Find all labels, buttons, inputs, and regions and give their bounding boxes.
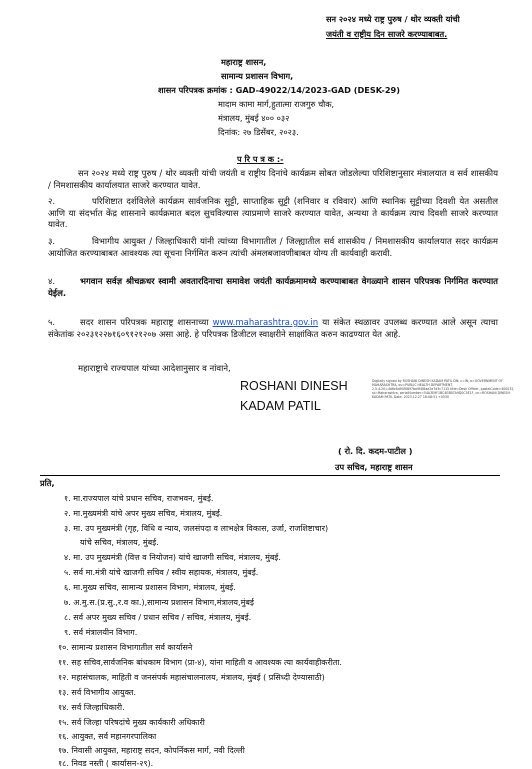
prati-heading: प्रति, — [40, 478, 55, 488]
prati-item-12: १२. महासंचालक, माहिती व जनसंपर्क महासंचालनालय, मंत्रालय, मुंबई ( प्रसिध्दी देण्यासाठी) — [58, 673, 325, 682]
paragraph-5-post: या संकेत स्थळावर उपलब्ध करण्यात आले असून त्याचा संकेतांक २०२३१२२७१६०९१२१२०७ असा आहे. हे परिपत्रक डिजीटल स्वाक्षरीने साक्षांकित करुन काढण्यात येत आहे. — [48, 318, 499, 340]
subject-line-2 — [326, 29, 447, 40]
paragraph-4-number: ४. — [48, 277, 56, 287]
prati-item-5: ५. सर्व मा.मंत्री यांचे खाजगी सचिव / स्वीय सहायक, मंत्रालय, मुंबई. — [64, 568, 259, 577]
subject-line-2-text: जयंती व राष्ट्रीय दिन साजरे करण्याबाबत. — [326, 29, 448, 39]
prati-item-2: २. मा.मुख्यमंत्री यांचे अपर मुख्य सचिव, मंत्रालय, मुंबई. — [64, 509, 223, 518]
prati-item-11: ११. सह सचिव,सार्वजनिक बांधकाम विभाग (प्रा-४), यांना माहिती व आवश्यक त्या कार्यवाहीकरीता. — [58, 658, 342, 667]
prati-item-9: ९. सर्व मंत्रालयीन विभाग. — [64, 628, 138, 637]
paragraph-3: विभागीय आयुक्त / जिल्हाधिकारी यांनी त्यांच्या विभागातील / जिल्ह्यातील सर्व शासकीय / निमशासकीय कार्यालयात सदर कार्यक्रम आयोजित करण्याबाबत आवश्यक त्या सूचना निर्गमित करुन त्यांची अंमलबजावणीबाबत योग्य ती कार्यवाही करावी. — [48, 237, 498, 259]
paragraph-5 — [48, 318, 498, 341]
paragraph-2-number: २. — [48, 197, 56, 207]
paragraph-5-number: ५. — [48, 318, 56, 328]
signer-abbreviation: ( रो. दि. कदम-पाटील ) — [338, 446, 413, 456]
subject-line-1: सन २०२४ मध्ये राष्ट्र पुरुष / थोर व्यक्ती यांची — [326, 14, 460, 24]
signer-title: उप सचिव, महाराष्ट्र शासन — [335, 462, 413, 472]
prati-item-14: १४. सर्व जिल्हाधिकारी. — [58, 703, 125, 712]
order-line: महाराष्ट्राचे राज्यपाल यांच्या आदेशानुसार व नांवाने, — [78, 364, 231, 374]
digital-signature — [240, 377, 522, 431]
prati-item-16: १६. आयुक्त, सर्व महानगरपालिका — [58, 732, 157, 741]
paragraph-1: सन २०२४ मध्ये राष्ट्र पुरुष / थोर व्यक्ती यांची जयंती व राष्ट्रीय दिनांचे कार्यक्रम सोबत जोडलेल्या परिशिष्टानुसार मंत्रालयात व सर्व शासकीय / निमशासकीय कार्यालयात साजरे करण्यात यावेत. — [48, 169, 498, 191]
prati-item-17: १७. निवासी आयुक्त, महाराष्ट्र सदन, कोपर्निकस मार्ग, नवी दिल्ली — [58, 746, 245, 755]
circular-date: दिनांक: २७ डिसेंबर, २०२३. — [218, 127, 299, 137]
prati-item-7: ७. अ.मु.स.(प्र.सु.,र.व का.),सामान्य प्रशासन विभाग,मंत्रालय,मुंबई — [64, 598, 254, 607]
govt-name: महाराष्ट्र शासन, — [221, 57, 267, 67]
circular-number: शासन परिपत्रक क्रमांक : GAD-49022/14/2023-GAD (DESK-29) — [158, 85, 400, 95]
address-line-1: मादाम कामा मार्ग,हुतात्मा राजगुरु चौक, — [218, 99, 335, 109]
prati-item-6: ६. मा.मुख्य सचिव, सामान्य प्रशासन विभाग, मंत्रालय, मुंबई. — [64, 583, 236, 592]
department-name: सामान्य प्रशासन विभाग, — [221, 71, 294, 81]
prati-item-8: ८. सर्व अपर मुख्य सचिव / प्रधान सचिव / सचिव, मंत्रालय, मुंबई. — [64, 613, 252, 622]
prati-item-3-cont: यांचे सचिव, मंत्रालय, मुंबई. — [80, 538, 159, 547]
address-line-2: मंत्रालय, मुंबई ४०० ०३२ — [218, 113, 290, 123]
prati-item-13: १३. सर्व विभागीय आयुक्त. — [58, 688, 136, 697]
signature-details: Digitally signed by ROSHANI DINESH KADAM PATIL DN: c=IN, o=GOVERNMENT OF MAHARASHTRA, ou=PUBLIC HEALTH DEPARTMENT, 2.5.4.20=4d6c6d94f9897ba9f4f8ae2e7d3c7115 title=Desk Officer, postalCode=400032, st=Maharashtra, serialNumber=54A3E9F1BC4E8B7A9D0C5E1F, cn=ROSHANI DINESH KADAM PATIL Date: 2023.12.27 16:08:51 +0530 — [372, 379, 515, 399]
prati-item-10: १०. सामान्य प्रशासन विभागातील सर्व कार्यासने — [58, 643, 193, 652]
paragraph-5-pre: सदर शासन परिपत्रक महाराष्ट्र शासनाच्या — [80, 318, 209, 328]
separator-line — [40, 475, 500, 476]
prati-item-15: १५. सर्व जिल्हा परिषदांचे मुख्य कार्यकारी अधिकारी — [58, 718, 205, 727]
signer-name-line-2: KADAM PATIL — [240, 399, 321, 413]
paragraph-2: परिशिष्टात दर्शविलेले कार्यक्रम सार्वजनिक सुट्टी, साप्ताहिक सुट्टी (शनिवार व रविवार) आणि स्थानिक सुट्टीच्या दिवशी येत असतील आणि या संदर्भात केंद्र शासनाने कार्यक्रमात बदल सुचविल्यास त्याप्रमाणे साजरे करण्यात यावेत, अन्यथा ते कार्यक्रम त्याच दिवशी साजरे करण्यात यावेत. — [48, 197, 498, 231]
paragraph-3-number: ३. — [48, 237, 56, 247]
website-link[interactable]: www.maharashtra.gov.in — [212, 318, 319, 328]
prati-item-4: ४. मा. उप मुख्यमंत्री (वित्त व नियोजन) यांचे खाजगी सचिव, मंत्रालय, मुंबई. — [64, 553, 281, 562]
circular-title: प रि प त्र क :- — [237, 154, 284, 164]
prati-item-18: १८. निवड नस्ती ( कार्यासन-२९). — [58, 759, 154, 768]
signer-name-line-1: ROSHANI DINESH — [240, 379, 348, 393]
prati-item-1: १. मा.राज्यपाल यांचे प्रधान सचिव, राजभवन, मुंबई. — [64, 494, 214, 503]
paragraph-4: भगवान सर्वज्ञ श्रीचक्रधर स्वामी अवतारदिनाचा समावेश जयंती कार्यक्रमामध्ये करण्याबाबत वेगळ्याने शासन परिपत्रक निर्गमित करण्यात येईल. — [48, 277, 498, 299]
prati-item-3: ३. मा. उप मुख्यमंत्री (गृह, विधि व न्याय, जलसंपदा व लाभक्षेत्र विकास, उर्जा, राजशिष्टाचार) — [64, 524, 329, 533]
